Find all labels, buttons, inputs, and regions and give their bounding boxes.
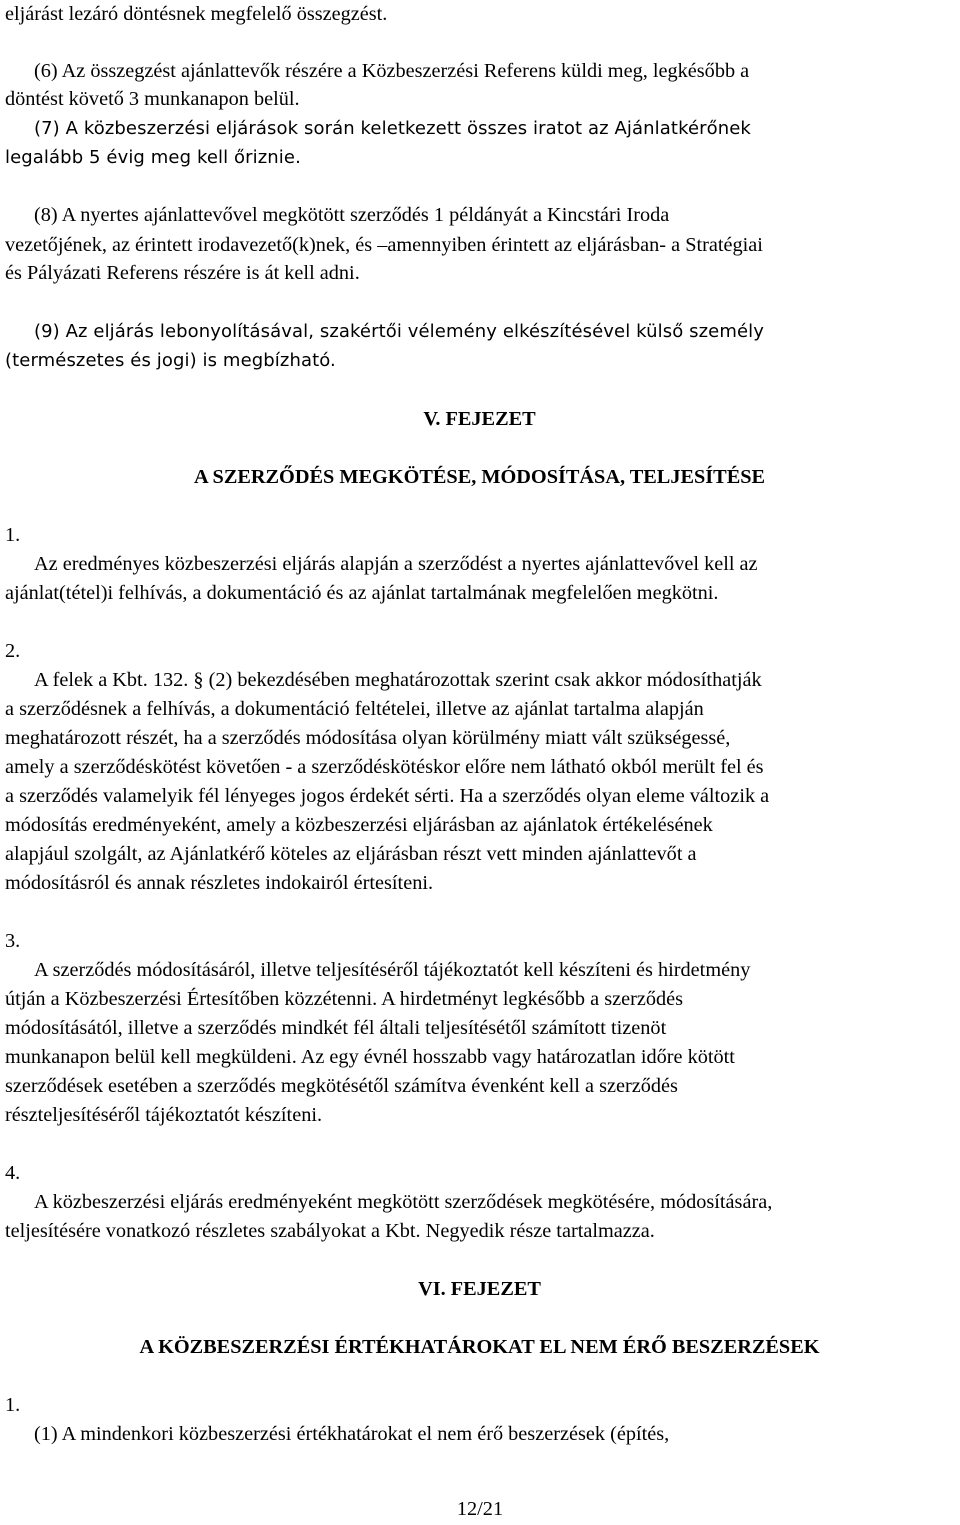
section-2-line: amely a szerződéskötést követően - a szerződéskötéskor előre nem látható okból merült fel és [5, 756, 764, 778]
section-1-line: (1) A mindenkori közbeszerzési értékhatárokat el nem érő beszerzések (építés, [34, 1423, 670, 1445]
section-3-line: útján a Közbeszerzési Értesítőben közzétenni. A hirdetményt legkésőbb a szerződés [5, 988, 684, 1010]
paragraph-7-line: legalább 5 évig meg kell őriznie. [5, 147, 301, 168]
paragraph-9-line: (természetes és jogi) is megbízható. [5, 350, 336, 371]
section-2-line: meghatározott részét, ha a szerződés módosítása olyan körülmény miatt vált szükségessé, [5, 727, 731, 749]
section-3-line: részteljesítéséről tájékoztatót készíteni. [5, 1104, 323, 1126]
section-4-line: A közbeszerzési eljárás eredményeként megkötött szerződések megkötésére, módosítására, [34, 1191, 773, 1213]
section-1-line: ajánlat(tétel)i felhívás, a dokumentáció és az ajánlat tartalmának megfelelően megkötni. [5, 582, 719, 604]
paragraph-9-line: (9) Az eljárás lebonyolításával, szakértői vélemény elkészítésével külső személy [34, 321, 764, 342]
section-2-line: a szerződésnek a felhívás, a dokumentáció feltételei, illetve az ajánlat tartalma alapján [5, 698, 704, 720]
section-2-line: alapjául szolgált, az Ajánlatkérő köteles az eljárásban részt vett minden ajánlattevőt a [5, 843, 697, 865]
section-number: 2. [5, 640, 21, 662]
page-number: 12/21 [456, 1498, 504, 1520]
section-2-line: módosítás eredményeként, amely a közbeszerzési eljárásban az ajánlatok értékelésének [5, 814, 713, 836]
section-number: 3. [5, 930, 21, 952]
section-3-line: A szerződés módosításáról, illetve teljesítéséről tájékoztatót kell készíteni és hirdetmény [34, 959, 751, 981]
section-number: 4. [5, 1162, 21, 1184]
chapter-title: V. FEJEZET [423, 408, 536, 430]
chapter-subtitle: A KÖZBESZERZÉSI ÉRTÉKHATÁROKAT EL NEM ÉRŐ BESZERZÉSEK [139, 1336, 820, 1358]
section-3-line: munkanapon belül kell megküldeni. Az egy évnél hosszabb vagy határozatlan időre kötött [5, 1046, 735, 1068]
chapter-subtitle: A SZERZŐDÉS MEGKÖTÉSE, MÓDOSÍTÁSA, TELJESÍTÉSE [193, 466, 766, 488]
paragraph-6-line: (6) Az összegzést ajánlattevők részére a Közbeszerzési Referens küldi meg, legkésőbb a [34, 60, 750, 82]
section-number: 1. [5, 524, 21, 546]
section-number: 1. [5, 1394, 21, 1416]
paragraph-8-line: és Pályázati Referens részére is át kell adni. [5, 262, 360, 284]
section-1-line: Az eredményes közbeszerzési eljárás alapján a szerződést a nyertes ajánlattevővel kell az [34, 553, 758, 575]
paragraph-7-line: (7) A közbeszerzési eljárások során keletkezett összes iratot az Ajánlatkérőnek [34, 118, 751, 139]
paragraph-8-line: (8) A nyertes ajánlattevővel megkötött szerződés 1 példányát a Kincstári Iroda [34, 204, 670, 226]
section-3-line: szerződések esetében a szerződés megkötésétől számítva évenként kell a szerződés [5, 1075, 678, 1097]
chapter-title: VI. FEJEZET [418, 1278, 541, 1300]
section-3-line: módosításától, illetve a szerződés mindkét fél általi teljesítésétől számított tizenöt [5, 1017, 667, 1039]
section-2-line: módosításról és annak részletes indokairól értesíteni. [5, 872, 434, 894]
section-2-line: A felek a Kbt. 132. § (2) bekezdésében meghatározottak szerint csak akkor módosíthatják [34, 669, 762, 691]
paragraph-6-line: döntést követő 3 munkanapon belül. [5, 88, 300, 110]
section-2-line: a szerződés valamelyik fél lényeges jogos érdekét sérti. Ha a szerződés olyan eleme változik a [5, 785, 770, 807]
paragraph-8-line: vezetőjének, az érintett irodavezető(k)nek, és –amennyiben érintett az eljárásban- a Stratégiai [5, 234, 763, 256]
paragraph-line: eljárást lezáró döntésnek megfelelő összegzést. [5, 3, 388, 25]
section-4-line: teljesítésére vonatkozó részletes szabályokat a Kbt. Negyedik része tartalmazza. [5, 1220, 655, 1242]
